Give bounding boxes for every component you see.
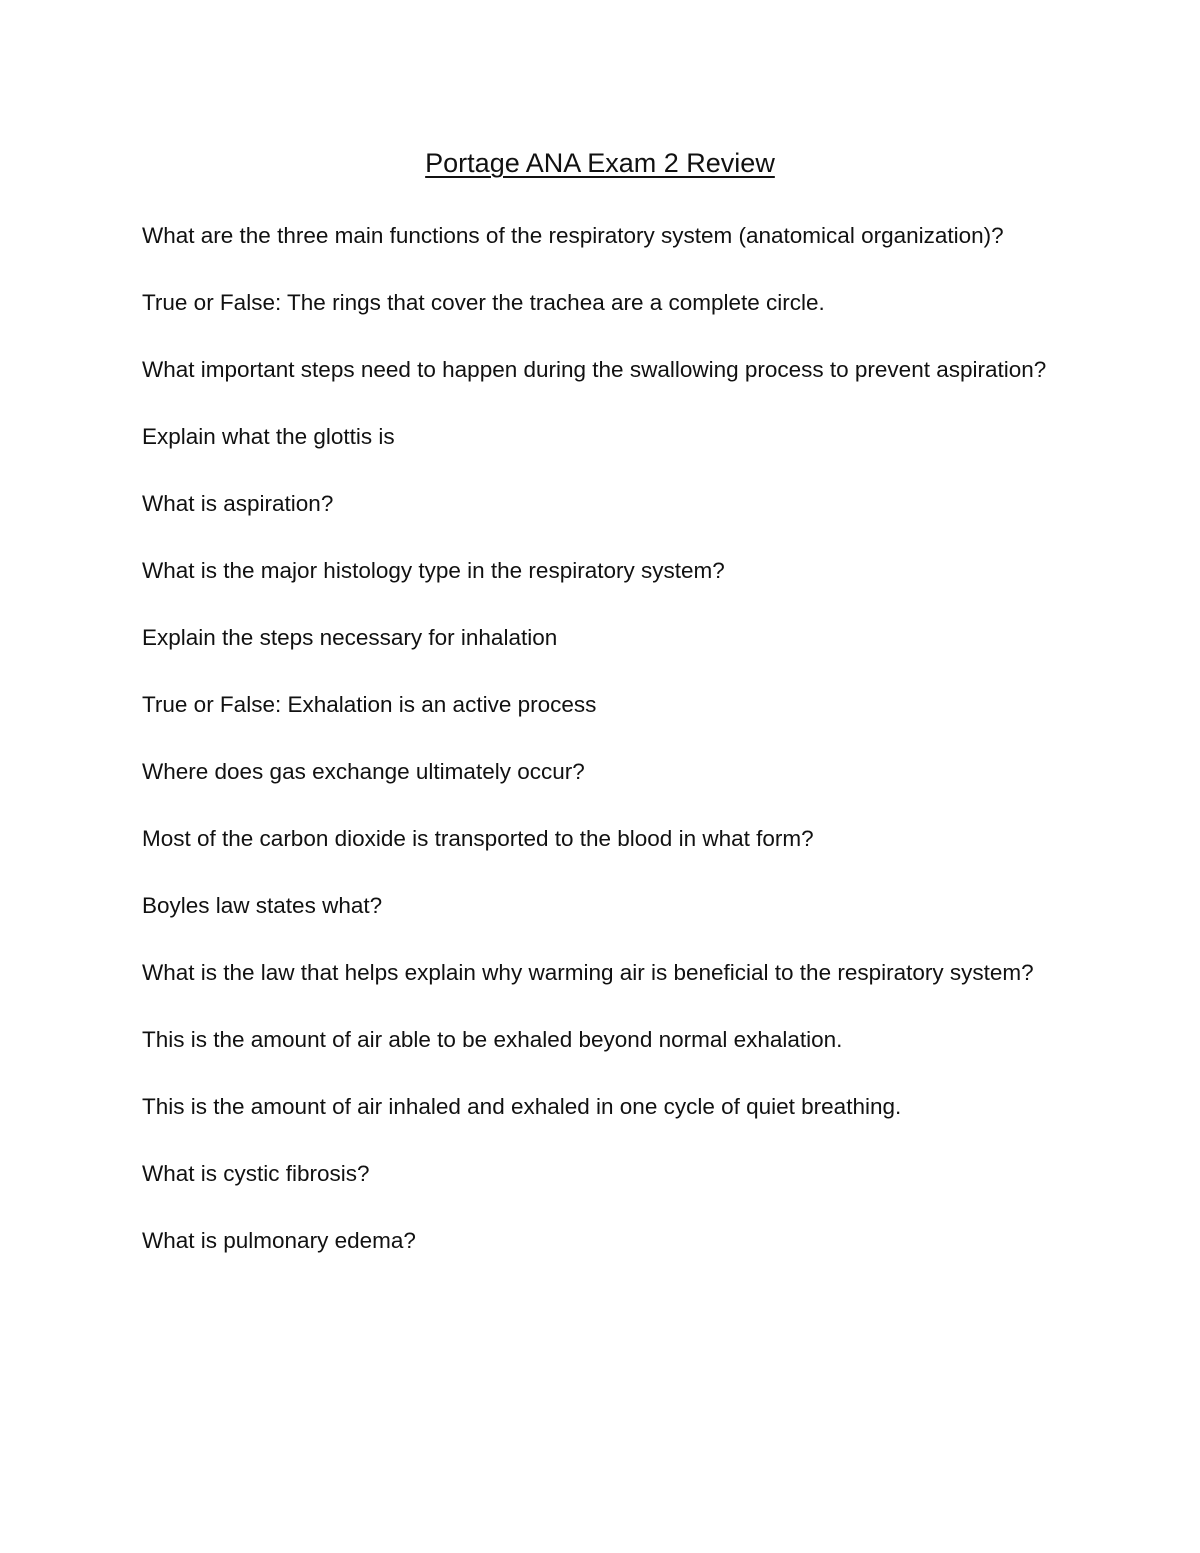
- question-item: Explain the steps necessary for inhalation: [142, 625, 558, 650]
- question-item: This is the amount of air able to be exhaled beyond normal exhalation.: [142, 1027, 843, 1052]
- question-list: [142, 219, 1062, 1291]
- question-item: Where does gas exchange ultimately occur?: [142, 759, 585, 784]
- question-item: What important steps need to happen during the swallowing process to prevent aspiration?: [142, 357, 1047, 382]
- question-item: What is the major histology type in the respiratory system?: [142, 558, 725, 583]
- question-item: True or False: The rings that cover the trachea are a complete circle.: [142, 290, 825, 315]
- question-item: True or False: Exhalation is an active process: [142, 692, 597, 717]
- question-item: What is cystic fibrosis?: [142, 1161, 370, 1186]
- question-item: What is pulmonary edema?: [142, 1228, 416, 1253]
- page-title: [0, 144, 1200, 182]
- page-title-text: Portage ANA Exam 2 Review: [425, 148, 775, 178]
- question-item: What is aspiration?: [142, 491, 334, 516]
- question-item: Most of the carbon dioxide is transported to the blood in what form?: [142, 826, 814, 851]
- question-item: What are the three main functions of the respiratory system (anatomical organization)?: [142, 223, 1004, 248]
- question-item: Boyles law states what?: [142, 893, 383, 918]
- question-item: This is the amount of air inhaled and exhaled in one cycle of quiet breathing.: [142, 1094, 902, 1119]
- question-item: What is the law that helps explain why warming air is beneficial to the respiratory system?: [142, 960, 1034, 985]
- question-item: Explain what the glottis is: [142, 424, 395, 449]
